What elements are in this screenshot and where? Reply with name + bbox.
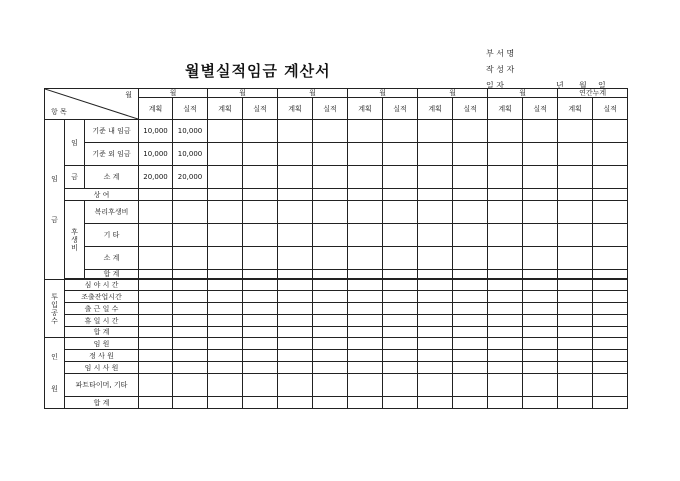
- section-input: 투 입 공 수: [45, 280, 65, 338]
- subsection-wage2: 금: [65, 166, 85, 189]
- cell-subtotal-actual: 20,000: [173, 166, 208, 189]
- row-label-base-in: 기준 내 임금: [85, 120, 139, 143]
- row-label-wage-total: 합 계: [85, 270, 139, 279]
- row-label-temporary: 임 시 사 원: [65, 362, 139, 374]
- date-year: 년: [556, 81, 564, 90]
- month-header: 월: [348, 89, 418, 98]
- row-label-subtotal: 소 계: [85, 166, 139, 189]
- actual-header: 실적: [243, 98, 278, 120]
- actual-header: 실적: [173, 98, 208, 120]
- month-header: 월: [278, 89, 348, 98]
- actual-header: 실적: [313, 98, 348, 120]
- corner-header: [45, 89, 139, 120]
- document-title: 월별실적임금 계산서: [185, 62, 331, 80]
- month-header: 월: [208, 89, 278, 98]
- cell-base-out-actual: 10,000: [173, 143, 208, 166]
- row-label-base-out: 기준 외 임금: [85, 143, 139, 166]
- row-label-welfare-subtotal: 소 계: [85, 247, 139, 270]
- cumulative-header: 연간누계: [558, 89, 628, 98]
- cell-base-out-plan: 10,000: [139, 143, 173, 166]
- cell-base-in-plan: 10,000: [139, 120, 173, 143]
- section-wage: 임 금: [45, 120, 65, 280]
- row-label-staff-all: 임 원: [65, 338, 139, 350]
- plan-header: 계획: [139, 98, 173, 120]
- actual-header: 실적: [383, 98, 418, 120]
- date-month: 월: [579, 81, 587, 90]
- month-header: 월: [488, 89, 558, 98]
- row-label-regular: 정 사 원: [65, 350, 139, 362]
- plan-header: 계획: [488, 98, 523, 120]
- actual-header: 실적: [523, 98, 558, 120]
- subsection-welfare: 후 생 비: [65, 201, 85, 279]
- corner-item: 항 목: [51, 108, 67, 116]
- section-staff: 인 원: [45, 338, 65, 409]
- actual-header: 실적: [593, 98, 628, 120]
- row-label-attendance: 출 근 일 수: [65, 303, 139, 315]
- actual-header: 실적: [453, 98, 488, 120]
- plan-header: 계획: [558, 98, 593, 120]
- date-label: 일 자: [486, 81, 504, 90]
- plan-header: 계획: [278, 98, 313, 120]
- corner-month: 월: [125, 91, 133, 99]
- dept-label: 부 서 명: [486, 49, 515, 58]
- cell-base-in-actual: 10,000: [173, 120, 208, 143]
- row-label-other: 기 타: [85, 224, 139, 247]
- month-header: 월: [139, 89, 208, 98]
- row-label-input-total: 합 계: [65, 327, 139, 338]
- row-label-parttime: 파트타이머, 기타: [65, 374, 139, 397]
- row-label-staff-total: 합 계: [65, 397, 139, 409]
- subsection-wage: 임: [65, 120, 85, 166]
- row-label-welfare: 복리후생비: [85, 201, 139, 224]
- plan-header: 계획: [208, 98, 243, 120]
- plan-header: 계획: [348, 98, 383, 120]
- row-label-holiday: 휴 일 시 간: [65, 315, 139, 327]
- row-label-early-overtime: 조출잔업시간: [65, 291, 139, 303]
- date-day: 일: [598, 81, 606, 90]
- row-label-night: 심 야 시 간: [65, 280, 139, 291]
- writer-label: 작 성 자: [486, 65, 515, 74]
- cell-subtotal-plan: 20,000: [139, 166, 173, 189]
- wage-table: [44, 88, 663, 409]
- month-header: 월: [418, 89, 488, 98]
- plan-header: 계획: [418, 98, 453, 120]
- row-label-bonus: 상 여: [65, 189, 139, 201]
